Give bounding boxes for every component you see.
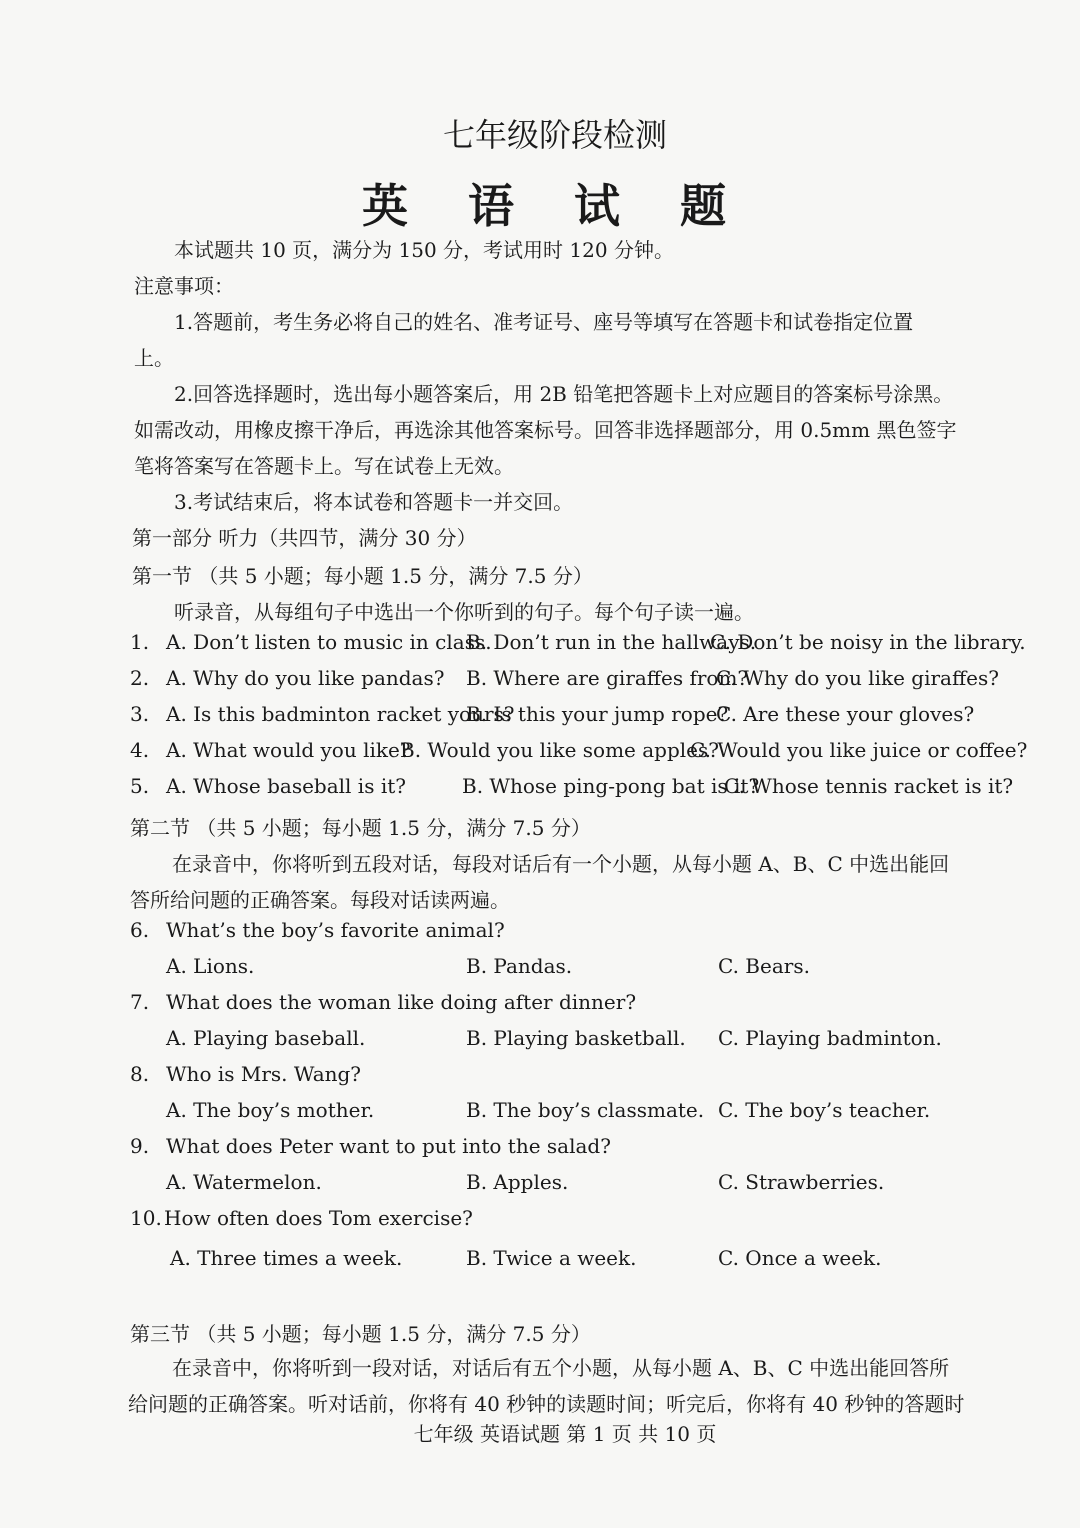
section2-instruction-1: 在录音中，你将听到五段对话，每段对话后有一个小题，从每小题 A、B、C 中选出能回: [172, 852, 950, 876]
option-a: A. What would you like?: [166, 738, 411, 762]
subject-title: 英 语 试 题: [361, 179, 749, 233]
option-a: A. Don’t listen to music in class.: [166, 630, 492, 654]
question-number: 7.: [130, 990, 150, 1014]
option-c: C. Playing badminton.: [718, 1026, 942, 1050]
section2-heading: 第二节 （共 5 小题；每小题 1.5 分，满分 7.5 分）: [130, 816, 591, 840]
page-footer: 七年级 英语试题 第 1 页 共 10 页: [413, 1422, 717, 1446]
question-number: 10.: [130, 1206, 162, 1230]
option-a: A. Three times a week.: [170, 1246, 403, 1270]
question-text: What does Peter want to put into the salad?: [166, 1134, 611, 1158]
option-b: B. The boy’s classmate.: [466, 1098, 705, 1122]
option-c: C. Would you like juice or coffee?: [690, 738, 1028, 762]
option-a: A. Is this badminton racket yours?: [166, 702, 515, 726]
question-text: What does the woman like doing after dinner?: [166, 990, 637, 1014]
notes-heading: 注意事项：: [134, 274, 234, 298]
option-a: A. Lions.: [166, 954, 255, 978]
option-b: B. Whose ping-pong bat is it?: [462, 774, 760, 798]
option-a: A. Playing baseball.: [166, 1026, 366, 1050]
question-text: How often does Tom exercise?: [164, 1206, 473, 1230]
option-a: A. Watermelon.: [166, 1170, 322, 1194]
note-1b: 上。: [134, 346, 174, 370]
option-c: C. The boy’s teacher.: [718, 1098, 931, 1122]
option-c: C. Once a week.: [718, 1246, 882, 1270]
section1-instruction: 听录音，从每组句子中选出一个你听到的句子。每个句子读一遍。: [174, 600, 754, 624]
part1-heading: 第一部分 听力（共四节，满分 30 分）: [132, 526, 477, 550]
question-number: 6.: [130, 918, 150, 942]
option-a: A. Whose baseball is it?: [166, 774, 406, 798]
option-c: C. Don’t be noisy in the library.: [710, 630, 1026, 654]
item-number: 3.: [130, 702, 150, 726]
section3-instruction-1: 在录音中，你将听到一段对话，对话后有五个小题，从每小题 A、B、C 中选出能回答所: [172, 1356, 950, 1380]
option-a: A. The boy’s mother.: [166, 1098, 375, 1122]
option-c: C. Why do you like giraffes?: [716, 666, 999, 690]
question-text: Who is Mrs. Wang?: [166, 1062, 362, 1086]
note-1a: 1.答题前，考生务必将自己的姓名、准考证号、座号等填写在答题卡和试卷指定位置: [174, 310, 914, 334]
option-b: B. Playing basketball.: [466, 1026, 686, 1050]
item-number: 5.: [130, 774, 150, 798]
question-text: What’s the boy’s favorite animal?: [166, 918, 505, 942]
option-b: B. Don’t run in the hallways.: [466, 630, 757, 654]
option-c: C. Bears.: [718, 954, 810, 978]
section3-heading: 第三节 （共 5 小题；每小题 1.5 分，满分 7.5 分）: [130, 1322, 591, 1346]
item-number: 1.: [130, 630, 150, 654]
section3-instruction-2: 给问题的正确答案。听对话前，你将有 40 秒钟的读题时间；听完后，你将有 40 秒钟的答题时: [128, 1392, 965, 1416]
option-c: C. Are these your gloves?: [716, 702, 975, 726]
question-number: 9.: [130, 1134, 150, 1158]
note-2c: 笔将答案写在答题卡上。写在试卷上无效。: [134, 454, 514, 478]
section1-heading: 第一节 （共 5 小题；每小题 1.5 分，满分 7.5 分）: [132, 564, 593, 588]
option-b: B. Would you like some apples?: [400, 738, 719, 762]
option-b: B. Where are giraffes from?: [466, 666, 749, 690]
exam-title: 七年级阶段检测: [442, 116, 667, 154]
option-c: C. Whose tennis racket is it?: [724, 774, 1014, 798]
note-2b: 如需改动，用橡皮擦干净后，再选涂其他答案标号。回答非选择题部分，用 0.5mm 黑色签字: [134, 418, 957, 442]
option-b: B. Apples.: [466, 1170, 569, 1194]
intro-text: 本试题共 10 页，满分为 150 分，考试用时 120 分钟。: [174, 238, 674, 262]
item-number: 2.: [130, 666, 150, 690]
note-2a: 2.回答选择题时，选出每小题答案后，用 2B 铅笔把答题卡上对应题目的答案标号涂黑。: [174, 382, 954, 406]
item-number: 4.: [130, 738, 150, 762]
option-b: B. Is this your jump rope?: [466, 702, 729, 726]
option-c: C. Strawberries.: [718, 1170, 885, 1194]
option-b: B. Twice a week.: [466, 1246, 637, 1270]
note-3: 3.考试结束后，将本试卷和答题卡一并交回。: [174, 490, 574, 514]
option-b: B. Pandas.: [466, 954, 573, 978]
section2-instruction-2: 答所给问题的正确答案。每段对话读两遍。: [130, 888, 510, 912]
question-number: 8.: [130, 1062, 150, 1086]
option-a: A. Why do you like pandas?: [166, 666, 445, 690]
